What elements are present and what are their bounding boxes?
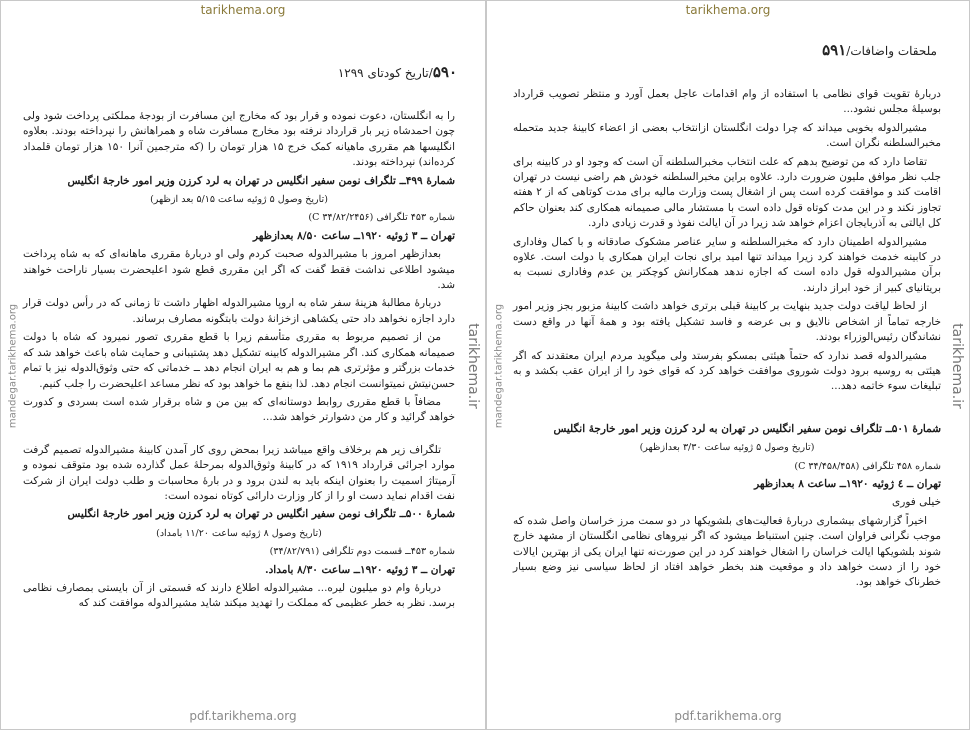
- bottom-watermark: pdf.tarikhema.org: [674, 709, 782, 723]
- top-watermark: tarikhema.org: [200, 3, 286, 17]
- paragraph: مضافاً با قطع مقرری روابط دوستانه‌ای که بین من و شاه برقرار شده است بسردی و کدورت خواهد گرائید و کار من دشوارتر خواهد شد...: [23, 395, 455, 424]
- paragraph: بعدازظهر امروز با مشیرالدوله صحبت کردم ولی او دربارهٔ مقرری ماهانه‌ای که به شاه پرداخت میشود اطلاعی نداشت فقط گفت که اگر این مقرری قطع شود اعلیحضرت بسیار ناراحت خواهند شد.: [23, 248, 455, 292]
- paragraph: تلگراف زیر هم برخلاف واقع میباشد زیرا بمحض روی کار آمدن کابینهٔ مشیرالدوله تصمیم گرفت موارد اجرائی قرارداد ۱۹۱۹ که در کابینهٔ وثوق‌الدوله بمرحلهٔ عمل گذارده شده بود متوقف نموده و آرمیتاژ اسمیت را بعنوان اینکه باید به لندن برود و در بارهٔ محاسبات و طلب دولت ایران از شرکت نفت اقدام نماید دست او را از کار وزارت دارائی کوتاه نموده است:: [23, 443, 455, 502]
- running-title: /تاریخ کودتای ۱۲۹۹: [337, 66, 433, 80]
- telegram-ref: شماره ۴۵۳ــ قسمت دوم تلگرافی (۳۴/۸۲/۷۹۱): [269, 546, 455, 558]
- body-text: [23, 109, 455, 615]
- bottom-watermark: pdf.tarikhema.org: [189, 709, 297, 723]
- page-number: ۵۹۰: [432, 63, 457, 81]
- page-header: [822, 41, 937, 59]
- telegram-date: تهران ــ ۳ ژوئیه ۱۹۲۰ــ ساعت ۸/۳۰ بامداد.: [264, 563, 455, 576]
- paragraph: از لحاظ لیاقت دولت جدید بنهایت بر کابینهٔ قبلی برتری خواهد داشت کابینهٔ مزبور بجز وزیر امور خارجه تماماً از اشخاص نالایق و بی عرضه و فاسد تشکیل یافته بود و همهٔ آنها در واقع دست نشاندگان رئیس‌الوزراء بودند.: [513, 300, 941, 344]
- side-watermark-big: tarikhema.ir: [465, 323, 481, 409]
- side-watermark-small: mandegar.tarikhema.org: [7, 303, 19, 429]
- telegram-heading: شمارهٔ ۵۰۱ــ تلگراف نومن سفیر انگلیس در تهران به لرد کرزن وزیر امور خارجهٔ انگلیس: [553, 422, 941, 435]
- telegram-heading: شمارهٔ ۵۰۰ــ تلگراف نومن سفیر انگلیس در تهران به لرد کرزن وزیر امور خارجهٔ انگلیس: [67, 508, 455, 521]
- receipt-date: (تاریخ وصول ۵ ژوئیه ساعت ۵/۱۵ بعد ازظهر): [150, 194, 328, 206]
- paragraph: مشیرالدوله اطمینان دارد که مخبرالسلطنه و سایر عناصر مشکوک صادقانه و با کمال وفاداری در کابینه خدمت خواهند کرد زیرا میداند تنها امید برای نجات ایران همکاری با دولت است. علاوه برآن مشیرالدوله قول داده است که اجازه ندهد همکارانش کوچکتر ین عدم وفاداری نسبت به بریتانیای کبیر از خود ابراز دارند.: [513, 235, 941, 294]
- side-watermark-small: mandegar.tarikhema.org: [493, 303, 505, 429]
- telegram-date: تهران ــ ٤ ژوئیه ۱۹۲۰ــ ساعت ۸ بعدازظهر: [754, 477, 941, 490]
- telegram-heading: شمارهٔ ۴۹۹ــ تلگراف نومن سفیر انگلیس در تهران به لرد کرزن وزیر امور خارجهٔ انگلیس: [67, 174, 455, 187]
- right-page: [486, 0, 970, 730]
- left-page: [0, 0, 486, 730]
- page-number: ۵۹۱: [822, 41, 847, 59]
- paragraph: دربارهٔ مطالبهٔ هزینهٔ سفر شاه به اروپا مشیرالدوله اظهار داشت تا زمانی که در رأس دولت قرار دارد اجازه نخواهد داد حتی یکشاهی ازخزانهٔ دولت بابتگونه مصارف برساند.: [23, 297, 455, 325]
- paragraph: مشیرالدوله بخوبی میداند که چرا دولت انگلستان ازانتخاب بعضی از اعضاء کابینهٔ جدید متحمله مخبرالسلطنه نگران است.: [513, 121, 941, 150]
- urgency-note: خیلی فوری: [892, 496, 941, 509]
- side-watermark-big: tarikhema.ir: [949, 323, 965, 409]
- paragraph: تقاضا دارد که من توضیح بدهم که علت انتخاب مخبرالسلطنه آن است که وجود او در کابینه برای جلب نظر موافق ملیون ضرورت دارد. علاوه براین مخبرالسلطنه خودش هم راضی نیست در تهران اقامت کند و موافقت کرده است پس از اشغال پست وزارت مالیه برای مدت کوتاهی که از ۲ هفته تجاوز نکند و در این مدت کوتاه قول داده است با مستشار مالی صمیمانه همکاری کند بعنوان حاکم کل ایالتی به آذربایجان اعزام خواهد شد زیرا در آن ایالت نفوذ و قدرت زیادی دارد.: [513, 155, 941, 230]
- receipt-date: (تاریخ وصول ۵ ژوئیه ساعت ۳/۳۰ بعدازظهر): [639, 442, 815, 454]
- paragraph: اخیراً گزارشهای بیشماری دربارهٔ فعالیت‌های بلشویکها در دو سمت مرز خراسان واصل شده که موجب نگرانی فراوان است. چنین استنباط میشود که اگر نیروهای نظامی انگلستان از مشهد خارج شوند بلشویکها ایالت خراسان را اشغال خواهند کرد در این صورت‌نه تنها ایران یکی از بهترین ایالات خود را از دست خواهد داد و موقعیت هند بخطر خواهد افتاد از لحاظ سیاسی نیز وضع بسیار خطرناک خواهد بود.: [513, 514, 941, 589]
- telegram-date: تهران ــ ۳ ژوئیه ۱۹۲۰ــ ساعت ۸/۵۰ بعدازظهر: [253, 229, 455, 242]
- receipt-date: (تاریخ وصول ۸ ژوئیه ساعت ۱۱/۲۰ بامداد): [156, 527, 322, 539]
- body-text: [513, 87, 941, 594]
- spacer: [513, 398, 941, 420]
- running-title: ملحقات واضافات/: [846, 44, 937, 58]
- paragraph: مشیرالدوله قصد ندارد که حتماً هیئتی بمسکو بفرستد ولی میگوید مردم ایران معتقدند که اگر هیئتی به روسیه برود دولت شوروی موافقت خواهد کرد که قوای خود را از ایران عقب بکشد و به تبلیغات سوء خاتمه دهد...: [513, 349, 941, 393]
- telegram-ref: شماره ۴۵۸ تلگرافی (۳۴/۴۵۸/۴۵۸ C): [794, 460, 941, 472]
- paragraph: دربارهٔ تقویت قوای نظامی با استفاده از وام اقدامات عاجل بعمل آورد و منتظر تصویب قرارداد بوسیلهٔ مجلس نشود...: [513, 88, 941, 116]
- top-watermark: tarikhema.org: [685, 3, 771, 17]
- telegram-ref: شماره ۴۵۳ تلگرافی (۳۴/۸۲/۲۴۵۶ C): [308, 212, 455, 224]
- page-header: [338, 63, 457, 81]
- paragraph: را به انگلستان، دعوت نموده و قرار بود که مخارج این مسافرت از بودجهٔ مملکتی پرداخت شود ولی چون احمدشاه زیر بار قرارداد نرفته بود مخارج مسافرت شاه و همراهانش را نپرداخته بودند. بعلاوه انگلیسها هم مقرری ماهیانه کمک خرج ۱۵ هزار تومان را (که مترجمین آنرا ۱۵۰ هزار تومان قلمداد کرده‌اند) نپرداخته بودند.: [23, 110, 455, 169]
- paragraph: دربارهٔ وام دو میلیون لیره... مشیرالدوله اطلاع دارند که قسمتی از آن بایستی بمصارف نظامی برسد. نظر به خطر عظیمی که مملکت را تهدید میکند شاید مشیرالدوله موافقت کند که: [23, 581, 455, 610]
- paragraph: من از تصمیم مربوط به مقرری متأسفم زیرا با قطع مقرری تصور نمیرود که شاه با دولت صمیمانه همکاری کند. اگر مشیرالدوله کابینه تشکیل دهد پشتیبانی و حمایت شاه باعث خواهد شد که خدمات بزرگتر و مؤثرتری هم بما و هم به ایران انجام دهد ــ خدماتی که حتی وثوق‌الدوله نیز با تمام حسن‌نیتش نمیتوانست انجام دهد. لذا بنفع ما خواهد بود که نظر مساعد اعلیحضرت را جلب کنیم.: [23, 331, 455, 390]
- spacer: [23, 429, 455, 443]
